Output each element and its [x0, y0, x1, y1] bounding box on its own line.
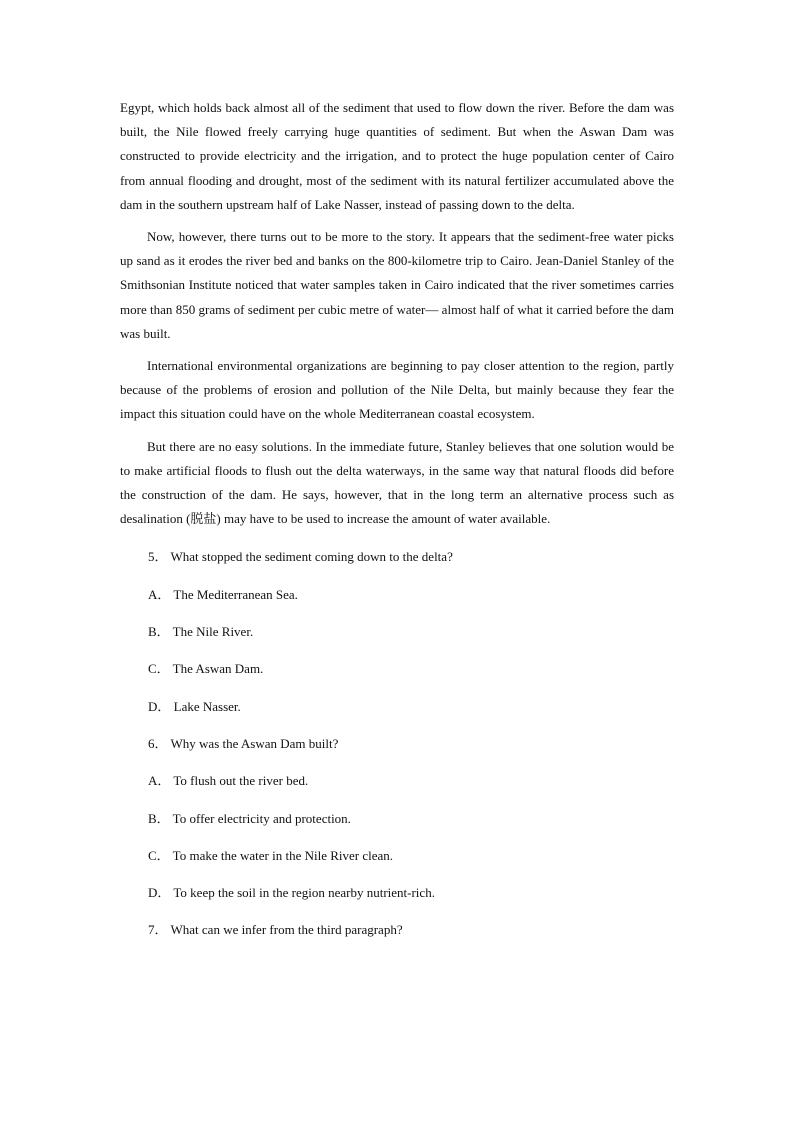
passage-paragraph-4: But there are no easy solutions. In the immediate future, Stanley believes that one solution would be to make artificial floods to flush out the delta waterways, in the same way that natural floods did before the construction of the dam. He says, however, that in the long term an alternative process such as desalination (脱盐) may have to be used to increase the amount of water available.	[120, 438, 674, 527]
question-5-option-c: C． The Aswan Dam.	[148, 661, 264, 677]
question-5-option-a: A． The Mediterranean Sea.	[148, 586, 298, 602]
question-5-stem: 5． What stopped the sediment coming down to the delta?	[148, 549, 453, 565]
question-6-option-d: D． To keep the soil in the region nearby nutrient-rich.	[148, 885, 435, 901]
passage-paragraph-2: Now, however, there turns out to be more to the story. It appears that the sediment-free water picks up sand as it erodes the river bed and banks on the 800-kilometre trip to Cairo. Jean-Daniel Stanley of the Smithsonian Institute noticed that water samples taken in Cairo indicated that the river sometimes carries more than 850 grams of sediment per cubic metre of water— almost half of what it carried before the dam was built.	[120, 229, 674, 341]
question-7-stem: 7． What can we infer from the third paragraph?	[148, 922, 403, 938]
question-5-option-b: B． The Nile River.	[148, 624, 254, 640]
passage-paragraph-1: Egypt, which holds back almost all of the sediment that used to flow down the river. Before the dam was built, the Nile flowed freely carrying huge quantities of sediment. But when the Aswan Dam was constructed to provide electricity and the irrigation, and to protect the huge population center of Cairo from annual flooding and drought, most of the sediment with its natural fertilizer accumulated above the dam in the southern upstream half of Lake Nasser, instead of passing down to the delta.	[120, 100, 674, 212]
question-6-option-c: C． To make the water in the Nile River clean.	[148, 847, 394, 863]
document-page	[120, 96, 674, 956]
question-6-stem: 6． Why was the Aswan Dam built?	[148, 735, 339, 751]
question-5-option-d: D． Lake Nasser.	[148, 698, 241, 714]
passage-paragraph-3: International environmental organizations are beginning to pay closer attention to the region, partly because of the problems of erosion and pollution of the Nile Delta, but mainly because they fear the impact this situation could have on the whole Mediterranean coastal ecosystem.	[120, 358, 674, 422]
question-6-option-b: B． To offer electricity and protection.	[148, 810, 351, 826]
question-6-option-a: A． To flush out the river bed.	[148, 773, 309, 789]
